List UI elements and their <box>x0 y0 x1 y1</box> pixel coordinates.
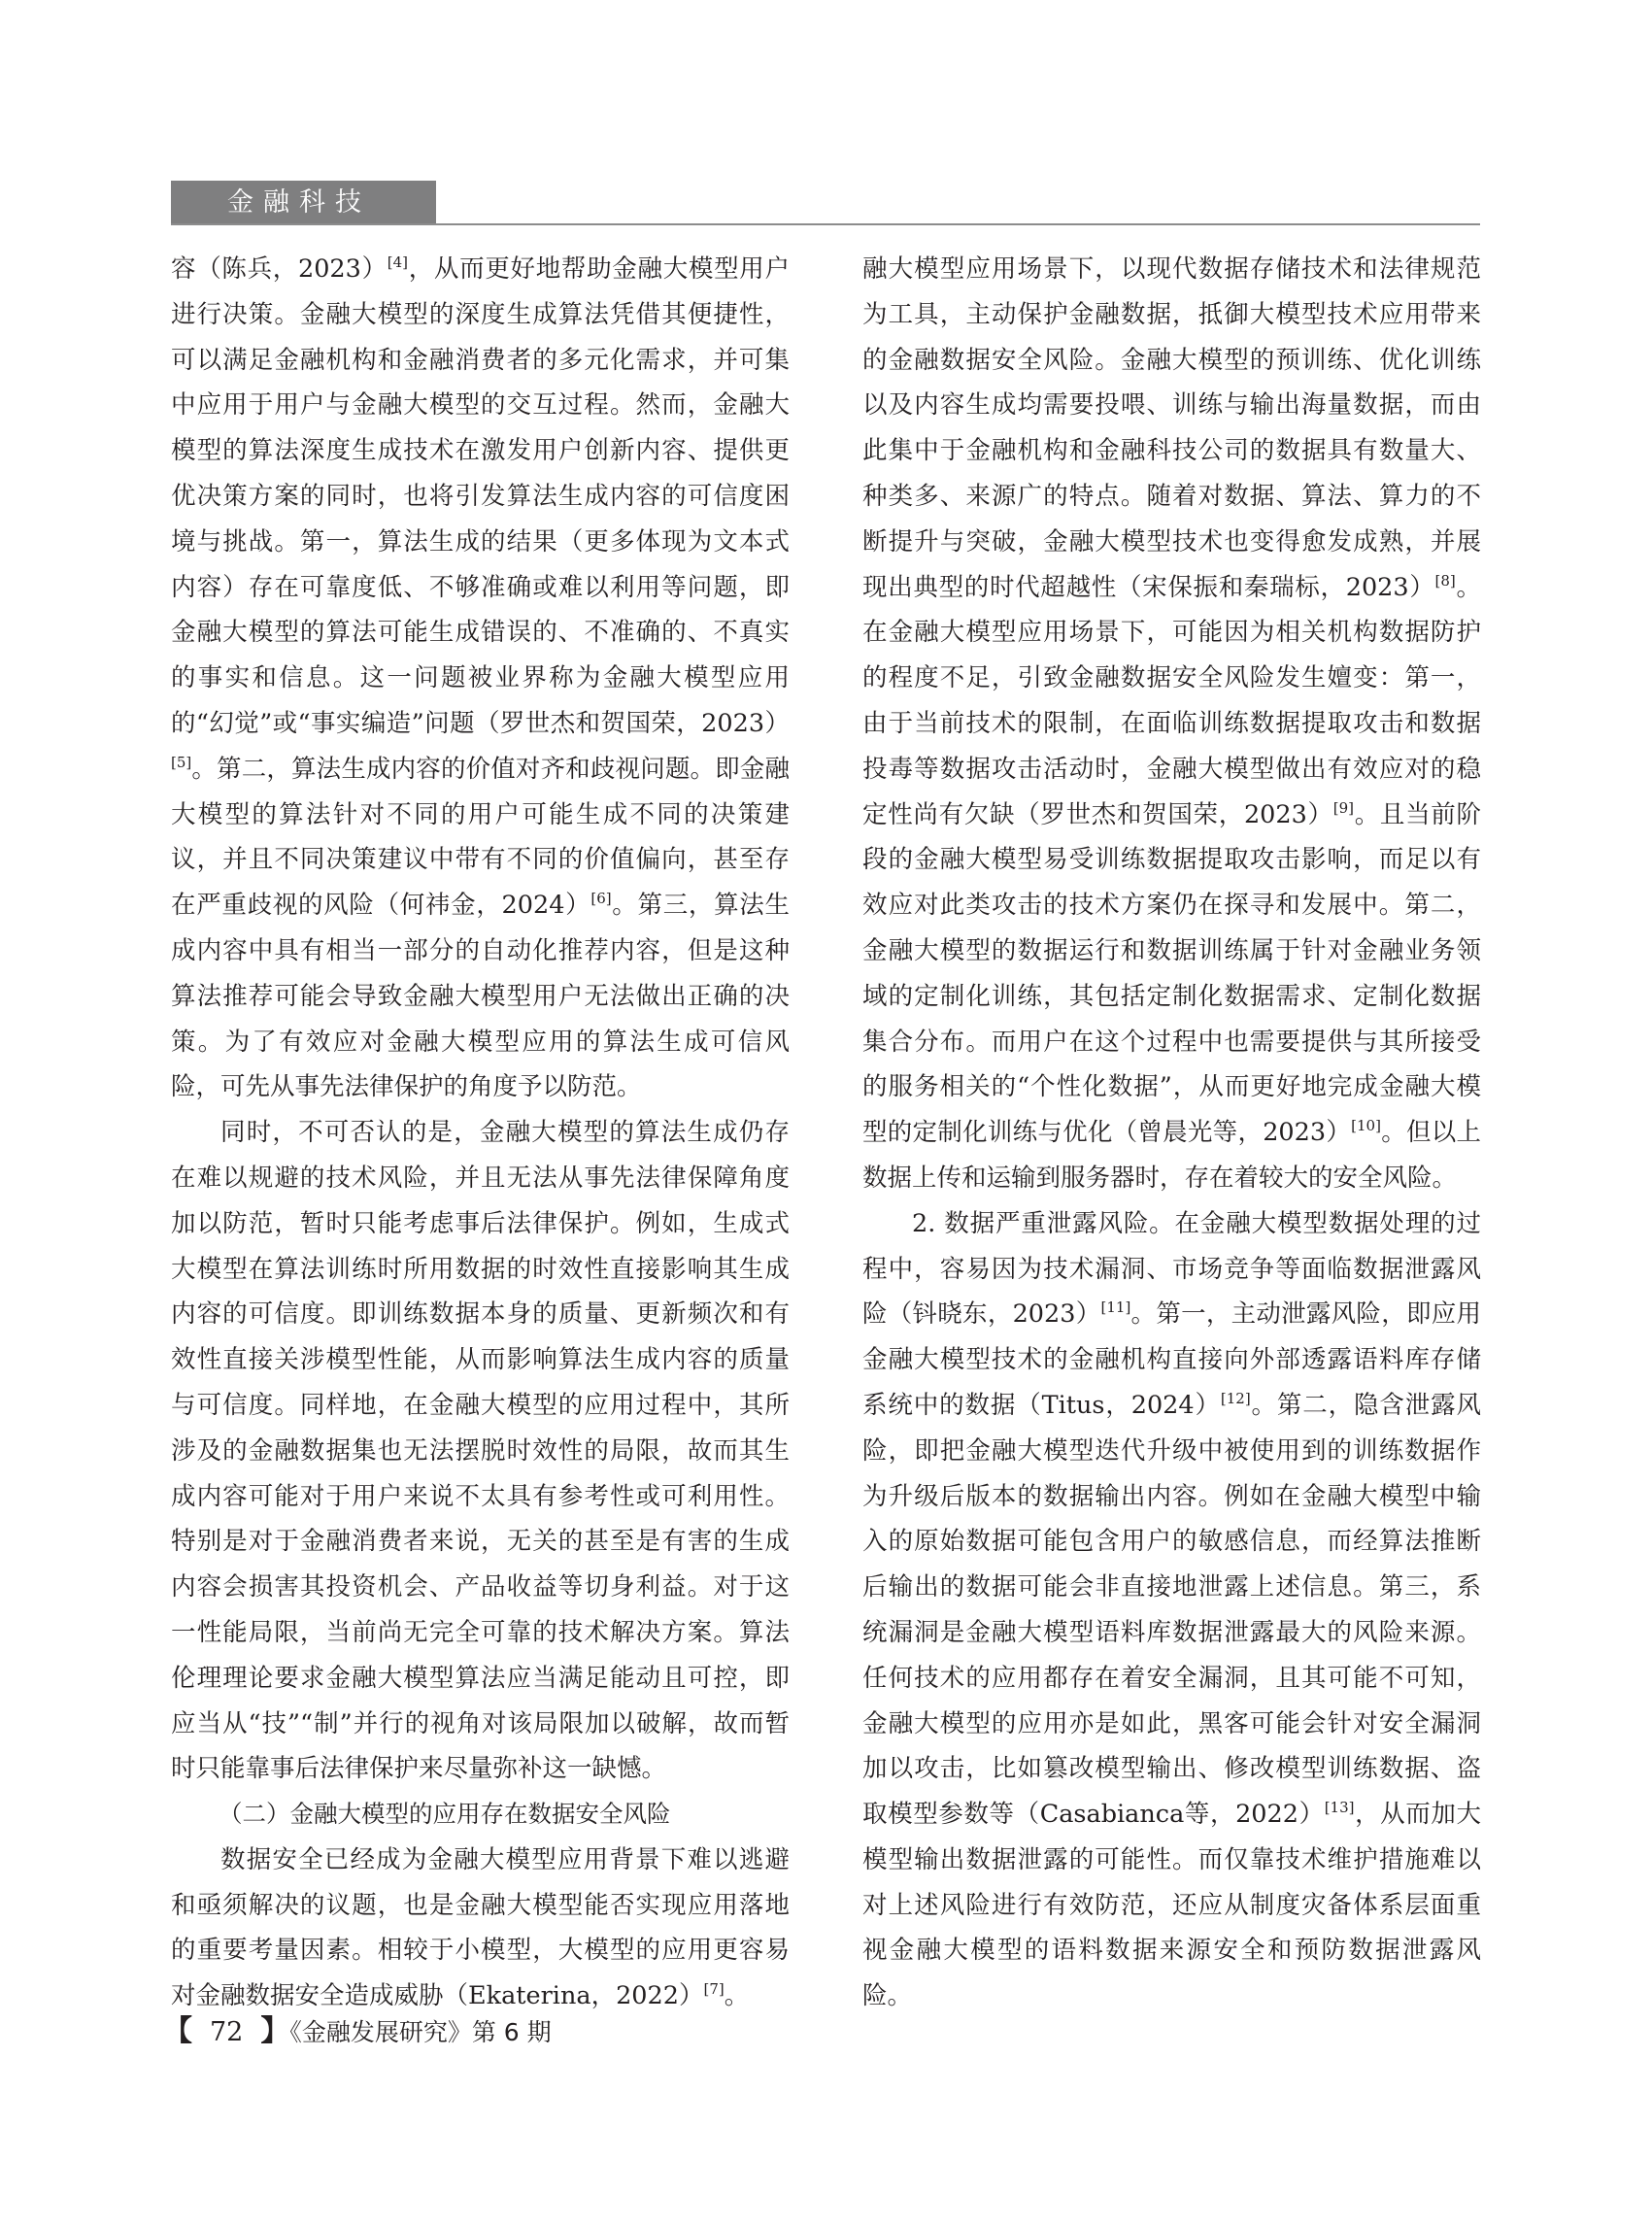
citation-ref: [13] <box>1324 1799 1355 1817</box>
paragraph-text: 。在金融大模型应用场景下，可能因为相关机构数据防护的程度不足，引致金融数据安全风险发生嬗变：第一，由于当前技术的限制，在面临训练数据提取攻击和数据投毒等数据攻击活动时，金融大模型做出有效应对的稳定性尚有欠缺（罗世杰和贺国荣，2023） <box>862 572 1481 829</box>
paragraph-text: 。第二，算法生成内容的价值对齐和歧视问题。即金融大模型的算法针对不同的用户可能生成不同的决策建议，并且不同决策建议中带有不同的价值偏向，甚至存在严重歧视的风险（何祎金，2024） <box>171 754 790 921</box>
paragraph-text: ，从而更好地帮助金融大模型用户进行决策。金融大模型的深度生成算法凭借其便捷性，可以满足金融机构和金融消费者的多元化需求，并可集中应用于用户与金融大模型的交互过程。然而，金融大模型的算法深度生成技术在激发用户创新内容、提供更优决策方案的同时，也将引发算法生成内容的可信度困境与挑战。第一，算法生成的结果（更多体现为文本式内容）存在可靠度低、不够准确或难以利用等问题，即金融大模型的算法可能生成错误的、不准确的、不真实的事实和信息。这一问题被业界称为金融大模型应用的“幻觉”或“事实编造”问题（罗世杰和贺国荣，2023） <box>171 254 790 738</box>
paragraph-text: 。第一，主动泄露风险，即应用金融大模型技术的金融机构直接向外部透露语料库存储系统中的数据（Titus，2024） <box>862 1299 1481 1420</box>
citation-ref: [5] <box>171 753 192 771</box>
right-column <box>862 247 1481 2014</box>
paragraph-text: 。且当前阶段的金融大模型易受训练数据提取攻击影响，而足以有效应对此类攻击的技术方案仍在探寻和发展中。第二，金融大模型的数据运行和数据训练属于针对金融业务领域的定制化训练，其包括定制化数据需求、定制化数据集合分布。而用户在这个过程中也需要提供与其所接受的服务相关的“个性化数据”，从而更好地完成金融大模型的定制化训练与优化（曾晨光等，2023） <box>862 799 1481 1148</box>
citation-ref: [7] <box>703 1980 725 1999</box>
citation-ref: [10] <box>1351 1117 1381 1135</box>
paragraph-text: 融大模型应用场景下，以现代数据存储技术和法律规范为工具，主动保护金融数据，抵御大模型技术应用带来的金融数据安全风险。金融大模型的预训练、优化训练以及内容生成均需要投喂、训练与输出海量数据，而由此集中于金融机构和金融科技公司的数据具有数量大、种类多、来源广的特点。随着对数据、算法、算力的不断提升与突破，金融大模型技术也变得愈发成熟，并展现出典型的时代超越性（宋保振和秦瑞标，2023） <box>862 254 1481 602</box>
page-footer <box>163 2010 552 2053</box>
paragraph <box>171 1838 790 2014</box>
paragraph-text: 容（陈兵，2023） <box>171 254 388 284</box>
paragraph <box>862 247 1481 1201</box>
left-column <box>171 247 790 2014</box>
section-subheading <box>171 1792 790 1838</box>
paragraph <box>862 1201 1481 2014</box>
page-number: 72 <box>210 2017 244 2047</box>
citation-ref: [4] <box>387 253 409 271</box>
footer-bracket-close: 】 <box>260 2014 290 2048</box>
citation-ref: [8] <box>1434 571 1456 590</box>
paragraph-text: 。 <box>724 1981 750 2011</box>
paragraph-text: 。但以上数据上传和运输到服务器时，存在着较大的安全风险。 <box>862 1118 1481 1193</box>
paragraph-text: 。第三，算法生成内容中具有相当一部分的自动化推荐内容，但是这种算法推荐可能会导致金融大模型用户无法做出正确的决策。为了有效应对金融大模型应用的算法生成可信风险，可先从事先法律保护的角度予以防范。 <box>171 891 790 1102</box>
citation-ref: [12] <box>1220 1389 1251 1407</box>
citation-ref: [11] <box>1100 1298 1131 1317</box>
paragraph-text: 同时，不可否认的是，金融大模型的算法生成仍存在难以规避的技术风险，并且无法从事先法律保障角度加以防范，暂时只能考虑事后法律保护。例如，生成式大模型在算法训练时所用数据的时效性直接影响其生成内容的可信度。即训练数据本身的质量、更新频次和有效性直接关涉模型性能，从而影响算法生成内容的质量与可信度。同样地，在金融大模型的应用过程中，其所涉及的金融数据集也无法摆脱时效性的局限，故而其生成内容可能对于用户来说不太具有参考性或可利用性。特别是对于金融消费者来说，无关的甚至是有害的生成内容会损害其投资机会、产品收益等切身利益。对于这一性能局限，当前尚无完全可靠的技术解决方案。算法伦理理论要求金融大模型算法应当满足能动且可控，即应当从“技”“制”并行的视角对该局限加以破解，故而暂时只能靠事后法律保护来尽量弥补这一缺憾。 <box>171 1118 790 1784</box>
paragraph-text: （二）金融大模型的应用存在数据安全风险 <box>219 1800 671 1829</box>
paragraph <box>171 247 790 1110</box>
paragraph-text: ，从而加大模型输出数据泄露的可能性。而仅靠技术维护措施难以对上述风险进行有效防范，还应从制度灾备体系层面重视金融大模型的语料数据来源安全和预防数据泄露风险。 <box>862 1800 1481 2011</box>
journal-issue: 《金融发展研究》第 6 期 <box>289 2018 552 2046</box>
header-rule <box>171 223 1480 225</box>
paragraph <box>171 1110 790 1792</box>
citation-ref: [6] <box>590 890 612 908</box>
paragraph-text: 数据安全已经成为金融大模型应用背景下难以逃避和亟须解决的议题，也是金融大模型能否实现应用落地的重要考量因素。相较于小模型，大模型的应用更容易对金融数据安全造成威胁（Ekaterina，2022） <box>171 1844 790 2011</box>
paragraph-text: 2. 数据严重泄露风险。在金融大模型数据处理的过程中，容易因为技术漏洞、市场竞争等面临数据泄露风险（钭晓东，2023） <box>862 1208 1481 1330</box>
citation-ref: [9] <box>1332 798 1354 817</box>
footer-bracket-open: 【 <box>163 2014 192 2048</box>
section-label: 金融科技 <box>171 181 436 225</box>
paragraph-text: 。第二，隐含泄露风险，即把金融大模型迭代升级中被使用到的训练数据作为升级后版本的数据输出内容。例如在金融大模型中输入的原始数据可能包含用户的敏感信息，而经算法推断后输出的数据可能会非直接地泄露上述信息。第三，系统漏洞是金融大模型语料库数据泄露最大的风险来源。任何技术的应用都存在着安全漏洞，且其可能不可知，金融大模型的应用亦是如此，黑客可能会针对安全漏洞加以攻击，比如篡改模型输出、修改模型训练数据、盗取模型参数等（Casabianca等，2022） <box>862 1390 1481 1830</box>
